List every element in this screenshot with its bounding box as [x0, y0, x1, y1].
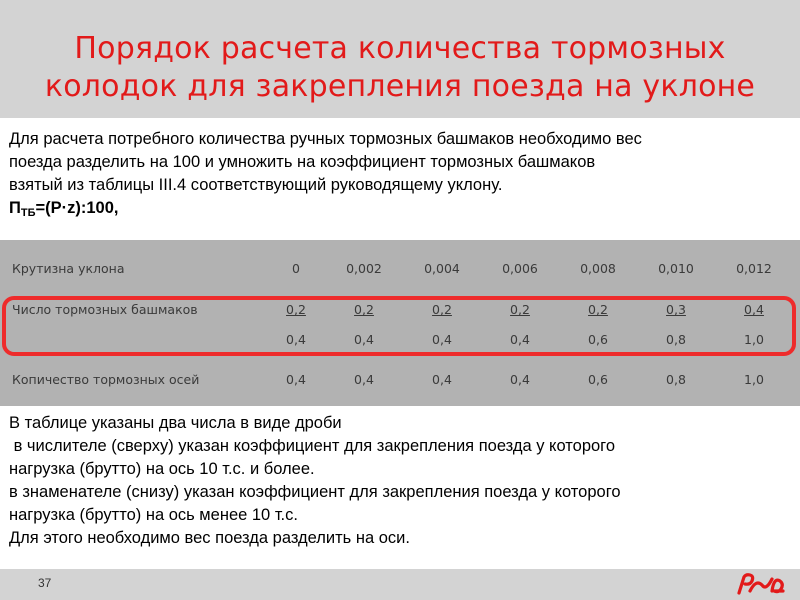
table-cell: 1,0: [744, 372, 764, 387]
formula-subscript: ТБ: [20, 207, 36, 219]
row-label-axles: Копичество тормозных осей: [12, 372, 200, 387]
explanation-line-3: нагрузка (брутто) на ось 10 т.с. и более.: [9, 460, 315, 478]
table-cell-numerator: 0,2: [354, 302, 374, 317]
table-cell-denominator: 0,6: [588, 332, 608, 347]
table-cell-denominator: 0,8: [666, 332, 686, 347]
table-cell-denominator: 0,4: [354, 332, 374, 347]
table-cell: 0,4: [354, 372, 374, 387]
formula-prefix: П: [9, 199, 21, 217]
explanation-line-1: В таблице указаны два числа в виде дроби: [9, 414, 342, 432]
table-cell-numerator: 0,2: [432, 302, 452, 317]
row-label-slope: Крутизна уклона: [12, 261, 125, 276]
title-line-2: колодок для закрепления поезда на уклоне: [44, 69, 756, 104]
table-cell-denominator: 0,4: [510, 332, 530, 347]
explanation-line-5: нагрузка (брутто) на ось менее 10 т.с.: [9, 506, 298, 524]
table-cell: 0,4: [286, 372, 306, 387]
table-cell-denominator: 1,0: [744, 332, 764, 347]
table-cell: 0,4: [432, 372, 452, 387]
table-cell: 0,6: [588, 372, 608, 387]
formula: [9, 197, 794, 225]
table-cell: 0,8: [666, 372, 686, 387]
table-cell-numerator: 0,2: [286, 302, 306, 317]
table-cell-numerator: 0,3: [666, 302, 686, 317]
explanation-line-6: Для этого необходимо вес поезда разделить на оси.: [9, 529, 410, 547]
intro-line-2: поезда разделить на 100 и умножить на коэффициент тормозных башмаков: [9, 153, 596, 171]
slide-title: [0, 30, 800, 106]
table-cell: 0,012: [736, 261, 772, 276]
explanation-line-4: в знаменателе (снизу) указан коэффициент для закрепления поезда у которого: [9, 483, 621, 501]
table-cell-numerator: 0,2: [588, 302, 608, 317]
title-line-1: Порядок расчета количества тормозных: [74, 31, 726, 66]
table-cell: 0,008: [580, 261, 616, 276]
table-cell-denominator: 0,4: [432, 332, 452, 347]
rzd-logo: [736, 571, 786, 597]
table-cell: 0,004: [424, 261, 460, 276]
table-cell: 0,006: [502, 261, 538, 276]
table-cell-numerator: 0,4: [744, 302, 764, 317]
table-cell: 0,002: [346, 261, 382, 276]
table-cell: 0,010: [658, 261, 694, 276]
highlight-frame: [2, 296, 796, 356]
intro-line-3: взятый из таблицы III.4 соответствующий руководящему уклону.: [9, 176, 503, 194]
explanation-text: [9, 412, 794, 550]
formula-rest: =(P·z):100,: [35, 199, 119, 217]
table-cell-numerator: 0,2: [510, 302, 530, 317]
table-cell: 0: [292, 261, 300, 276]
intro-text: [9, 128, 794, 225]
footer-band: [0, 569, 800, 600]
table-cell-denominator: 0,4: [286, 332, 306, 347]
explanation-line-2: в числителе (сверху) указан коэффициент для закрепления поезда у которого: [9, 437, 616, 455]
intro-line-1: Для расчета потребного количества ручных тормозных башмаков необходимо вес: [9, 130, 642, 148]
table-cell: 0,4: [510, 372, 530, 387]
page-number: 37: [38, 576, 52, 590]
row-label-shoes: Число тормозных башмаков: [12, 302, 198, 317]
